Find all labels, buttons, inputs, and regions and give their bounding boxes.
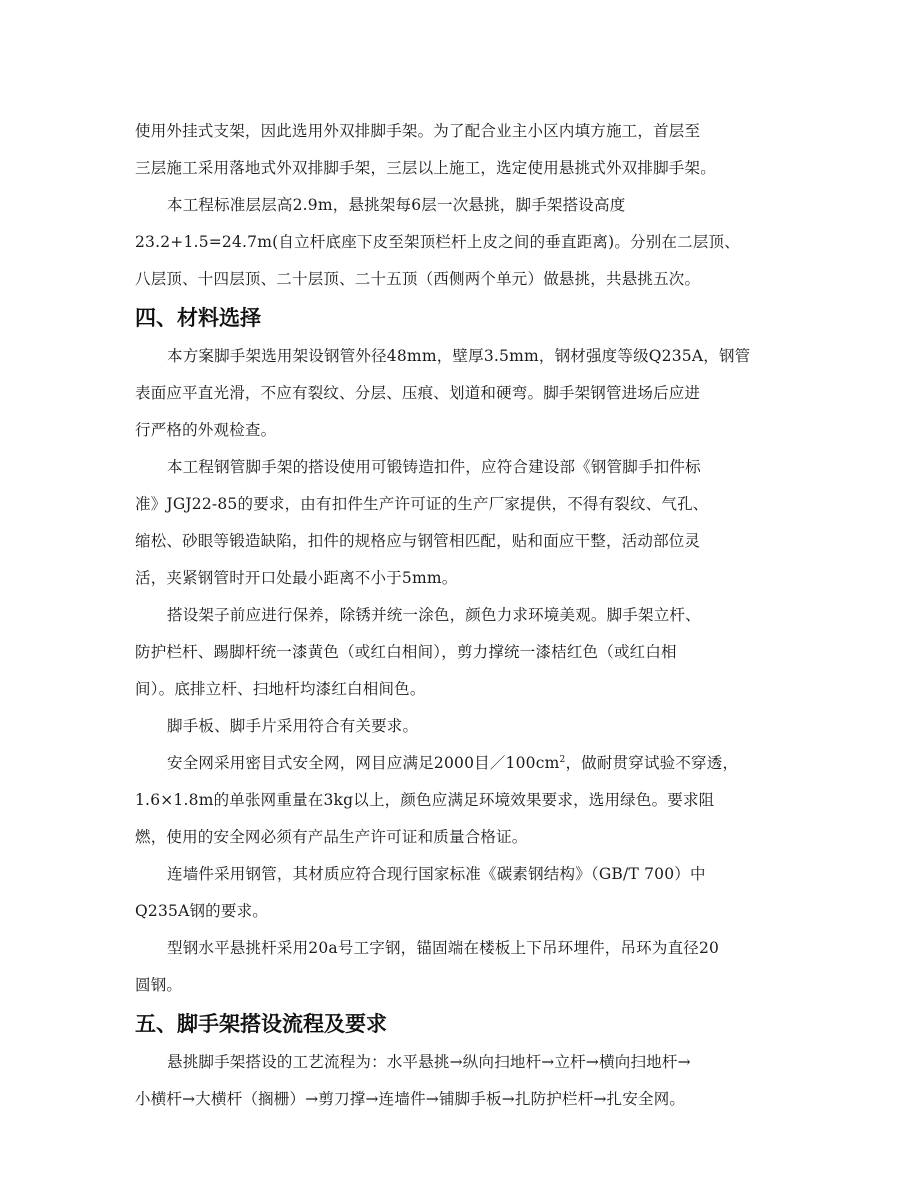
text-line: Q235A钢的要求。 [135,902,268,920]
text-line: 八层顶、十四层顶、二十层顶、二十五顶（西侧两个单元）做悬挑，共悬挑五次。 [135,270,701,288]
text-line: 缩松、砂眼等锻造缺陷，扣件的规格应与钢管相匹配，贴和面应干整，活动部位灵 [135,532,701,550]
text-line: 23.2+1.5=24.7m(自立杆底座下皮至架顶栏杆上皮之间的垂直距离)。分别在二层顶、 [135,233,740,251]
section-heading-materials: 四、材料选择 [135,306,261,330]
text-line: 圆钢。 [135,976,183,994]
text-line: 连墙件采用钢管，其材质应符合现行国家标准《碳素钢结构》（GB/T 700）中 [167,865,706,883]
paragraph-i-beam [135,930,790,1004]
text-segment: ，做耐贯穿试验不穿透， [565,754,739,772]
paragraph-scaffold-boards [135,708,790,745]
text-line: 悬挑脚手架搭设的工艺流程为：水平悬挑→纵向扫地杆→立杆→横向扫地杆→ [167,1053,691,1071]
paragraph-steel-pipe [135,338,790,449]
paragraph-fasteners [135,449,790,597]
section-heading-erection-process: 五、脚手架搭设流程及要求 [135,1012,387,1036]
text-segment: 安全网采用密目式安全网，网目应满足2000目／100cm [167,754,560,772]
paragraph-process-flow [135,1044,790,1118]
text-line: 燃，使用的安全网必须有产品生产许可证和质量合格证。 [135,828,528,846]
text-line: 搭设架子前应进行保养，除锈并统一涂色，颜色力求环境美观。脚手架立杆、 [167,606,701,624]
text-line: 本工程钢管脚手架的搭设使用可锻铸造扣件，应符合建设部《钢管脚手扣件标 [167,458,701,476]
superscript: 2 [559,754,566,765]
text-line: 三层施工采用落地式外双排脚手架，三层以上施工，选定使用悬挑式外双排脚手架。 [135,159,716,177]
paragraph-painting [135,597,790,708]
text-line: 脚手板、脚手片采用符合有关要求。 [167,717,419,735]
text-line: 使用外挂式支架，因此选用外双排脚手架。为了配合业主小区内填方施工，首层至 [135,122,701,140]
text-line: 活，夹紧钢管时开口处最小距离不小于5mm。 [135,569,458,587]
text-line: 防护栏杆、踢脚杆统一漆黄色（或红白相间），剪力撑统一漆桔红色（或红白相 [135,643,677,661]
text-line: 小横杆→大横杆（搁栅）→剪刀撑→连墙件→铺脚手板→扎防护栏杆→扎安全网。 [135,1090,686,1108]
paragraph-floor-height [135,187,790,298]
text-line: 型钢水平悬挑杆采用20a号工字钢，锚固端在楼板上下吊环埋件，吊环为直径20 [167,939,720,957]
text-line: 行严格的外观检查。 [135,421,277,439]
paragraph-scaffold-type [135,113,790,187]
text-line: 准》JGJ22-85的要求，由有扣件生产许可证的生产厂家提供，不得有裂纹、气孔、 [135,495,709,513]
text-line: 1.6×1.8m的单张网重量在3kg以上，颜色应满足环境效果要求，选用绿色。要求阻 [135,791,715,809]
text-line: 本工程标准层层高2.9m，悬挑架每6层一次悬挑，脚手架搭设高度 [167,196,626,214]
text-line: 间）。底排立杆、扫地杆均漆红白相间色。 [135,680,426,698]
paragraph-wall-ties [135,856,790,930]
text-line: 表面应平直光滑，不应有裂纹、分层、压痕、划道和硬弯。脚手架钢管进场后应进 [135,384,701,402]
paragraph-safety-net [135,745,790,856]
text-line [135,745,790,782]
document-page [135,113,790,1118]
text-line: 本方案脚手架选用架设钢管外径48mm，壁厚3.5mm，钢材强度等级Q235A，钢管 [167,347,751,365]
